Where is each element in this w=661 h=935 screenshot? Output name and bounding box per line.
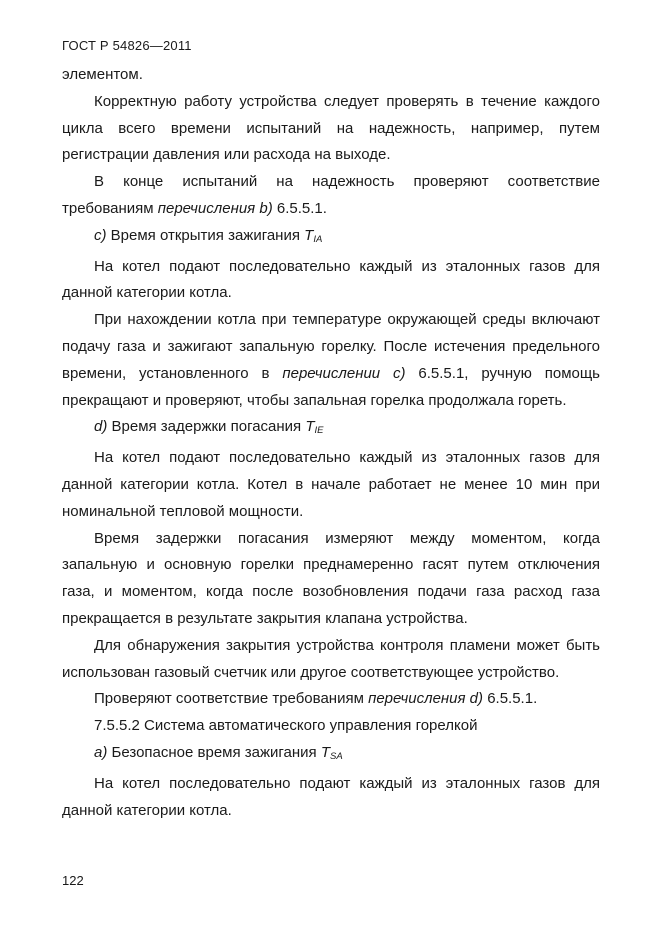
paragraph: На котел подают последовательно каждый из эталонных газов для данной категории котла. Котел в начале работает не менее 10 мин при номинальной тепловой мощности. <box>62 449 600 520</box>
reference-italic: перечислении с) <box>282 364 406 382</box>
reference-italic: перечисления b) <box>157 199 273 217</box>
paragraph: На котел последовательно подают каждый из эталонных газов для данной категории котла. <box>62 774 600 819</box>
symbol: T <box>305 418 315 436</box>
list-item-heading: а) Безопасное время зажигания $T_{SA}$ <box>94 743 343 762</box>
list-item-heading: d) Время задержки погасания $T_{IE}$ <box>94 418 324 437</box>
page-number: 122 <box>62 873 84 888</box>
document-header: ГОСТ Р 54826—2011 <box>62 38 192 53</box>
paragraph: Время задержки погасания измеряют между моментом, когда запальную и основную горелки преднамеренно гасят путем отключения газа, и моментом, когда после возобновления подачи газа расход газа прекращается в результате закрытия клапана устройства. <box>62 529 600 627</box>
section-heading: 7.5.5.2 Система автоматического управления горелкой <box>94 717 478 735</box>
list-item-heading: с) Время открытия зажигания $T_{IA}$ <box>94 226 323 245</box>
symbol-subscript: IE <box>314 425 324 437</box>
paragraph: Для обнаружения закрытия устройства контроля пламени может быть использован газовый счетчик или другое соответствующее устройство. <box>62 636 600 681</box>
paragraph: В конце испытаний на надежность проверяют соответствие требованиям перечисления b) 6.5.5.1. <box>62 173 600 217</box>
paragraph: элементом. <box>62 66 143 83</box>
symbol-subscript: IA <box>313 233 323 245</box>
paragraph: На котел подают последовательно каждый из эталонных газов для данной категории котла. <box>62 257 600 302</box>
symbol: T <box>320 743 331 761</box>
symbol-subscript: SA <box>330 750 343 762</box>
paragraph: Проверяют соответствие требованиям перечисления d) 6.5.5.1. <box>94 690 538 708</box>
paragraph: Корректную работу устройства следует проверять в течение каждого цикла всего времени испытаний на надежность, например, путем регистрации давления или расхода на выходе. <box>62 92 600 164</box>
paragraph: При нахождении котла при температуре окружающей среды включают подачу газа и зажигают запальную горелку. После истечения предельного времени, установленного в перечислении с) 6.5.5.1, ручную помощь прекращают и проверяют, чтобы запальная горелка продолжала гореть. <box>62 311 601 409</box>
symbol: T <box>304 226 314 244</box>
document-body <box>62 62 600 824</box>
reference-italic: перечисления d) <box>368 690 484 708</box>
